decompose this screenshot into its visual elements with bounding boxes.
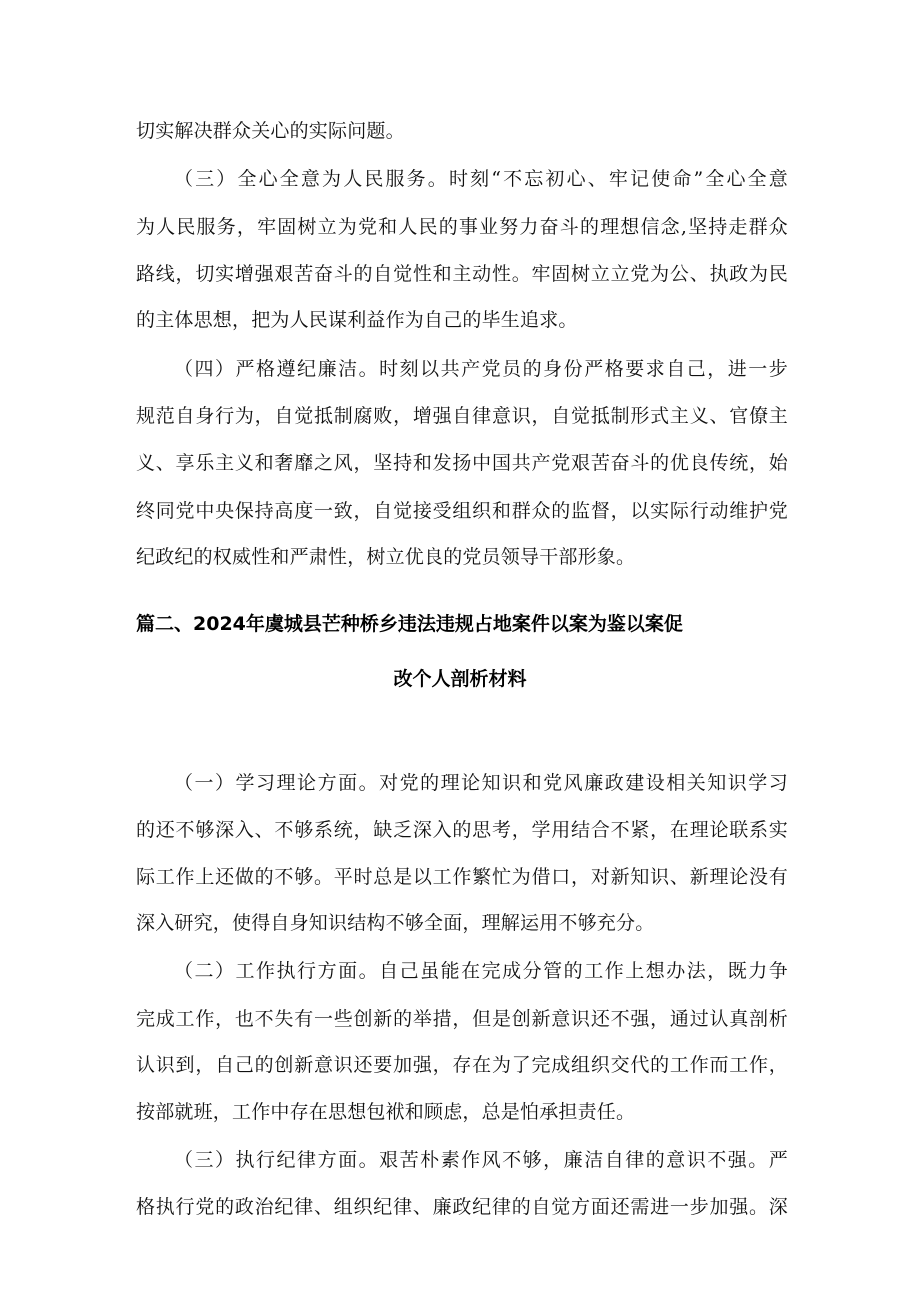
paragraph-line: 义、享乐主义和奢靡之风，坚持和发扬中国共产党艰苦奋斗的优良传统，始 xyxy=(136,452,788,474)
paragraph-line: 完成工作，也不失有一些创新的举措，但是创新意识还不强，通过认真剖析 xyxy=(136,1008,788,1030)
paragraph-line: 按部就班，工作中存在思想包袱和顾虑，总是怕承担责任。 xyxy=(136,1101,636,1123)
paragraph-line: （一）学习理论方面。对党的理论知识和党风廉政建设相关知识学习 xyxy=(174,772,788,794)
paragraph-line: （四）严格遵纪廉洁。时刻以共产党员的身份严格要求自己，进一步 xyxy=(174,358,788,380)
paragraph-line: 的还不够深入、不够系统，缺乏深入的思考，学用结合不紧，在理论联系实 xyxy=(136,819,788,841)
paragraph-line: 际工作上还做的不够。平时总是以工作繁忙为借口，对新知识、新理论没有 xyxy=(136,866,788,888)
paragraph-line: 切实解决群众关心的实际问题。 xyxy=(136,120,405,142)
paragraph-line: 纪政纪的权威性和严肃性，树立优良的党员领导干部形象。 xyxy=(136,546,636,568)
paragraph-line: 的主体思想，把为人民谋利益作为自己的毕生追求。 xyxy=(136,309,578,331)
paragraph-line: 认识到，自己的创新意识还要加强，存在为了完成组织交代的工作而工作， xyxy=(136,1054,788,1076)
section-title-line-1: 篇二、2024年虞城县芒种桥乡违法违规占地案件以案为鉴以案促 xyxy=(136,613,683,635)
paragraph-line: 路线，切实增强艰苦奋斗的自觉性和主动性。牢固树立立党为公、执政为民 xyxy=(136,263,788,285)
paragraph-line: 格执行党的政治纪律、组织纪律、廉政纪律的自觉方面还需进一步加强。深 xyxy=(136,1196,788,1218)
section-title-line-2: 改个人剖析材料 xyxy=(393,668,527,690)
paragraph-line: 深入研究，使得自身知识结构不够全面，理解运用不够充分。 xyxy=(136,912,655,934)
paragraph-line: 为人民服务，牢固树立为党和人民的事业努力奋斗的理想信念,坚持走群众 xyxy=(136,216,788,238)
paragraph-line: 终同党中央保持高度一致，自觉接受组织和群众的监督，以实际行动维护党 xyxy=(136,500,788,522)
paragraph-line: 规范自身行为，自觉抵制腐败，增强自律意识，自觉抵制形式主义、官僚主 xyxy=(136,405,788,427)
paragraph-line: （二）工作执行方面。自己虽能在完成分管的工作上想办法，既力争 xyxy=(174,960,788,982)
paragraph-line: （三）全心全意为人民服务。时刻“不忘初心、牢记使命”全心全意 xyxy=(174,168,788,190)
paragraph-line: （三）执行纪律方面。艰苦朴素作风不够，廉洁自律的意识不强。严 xyxy=(174,1149,788,1171)
